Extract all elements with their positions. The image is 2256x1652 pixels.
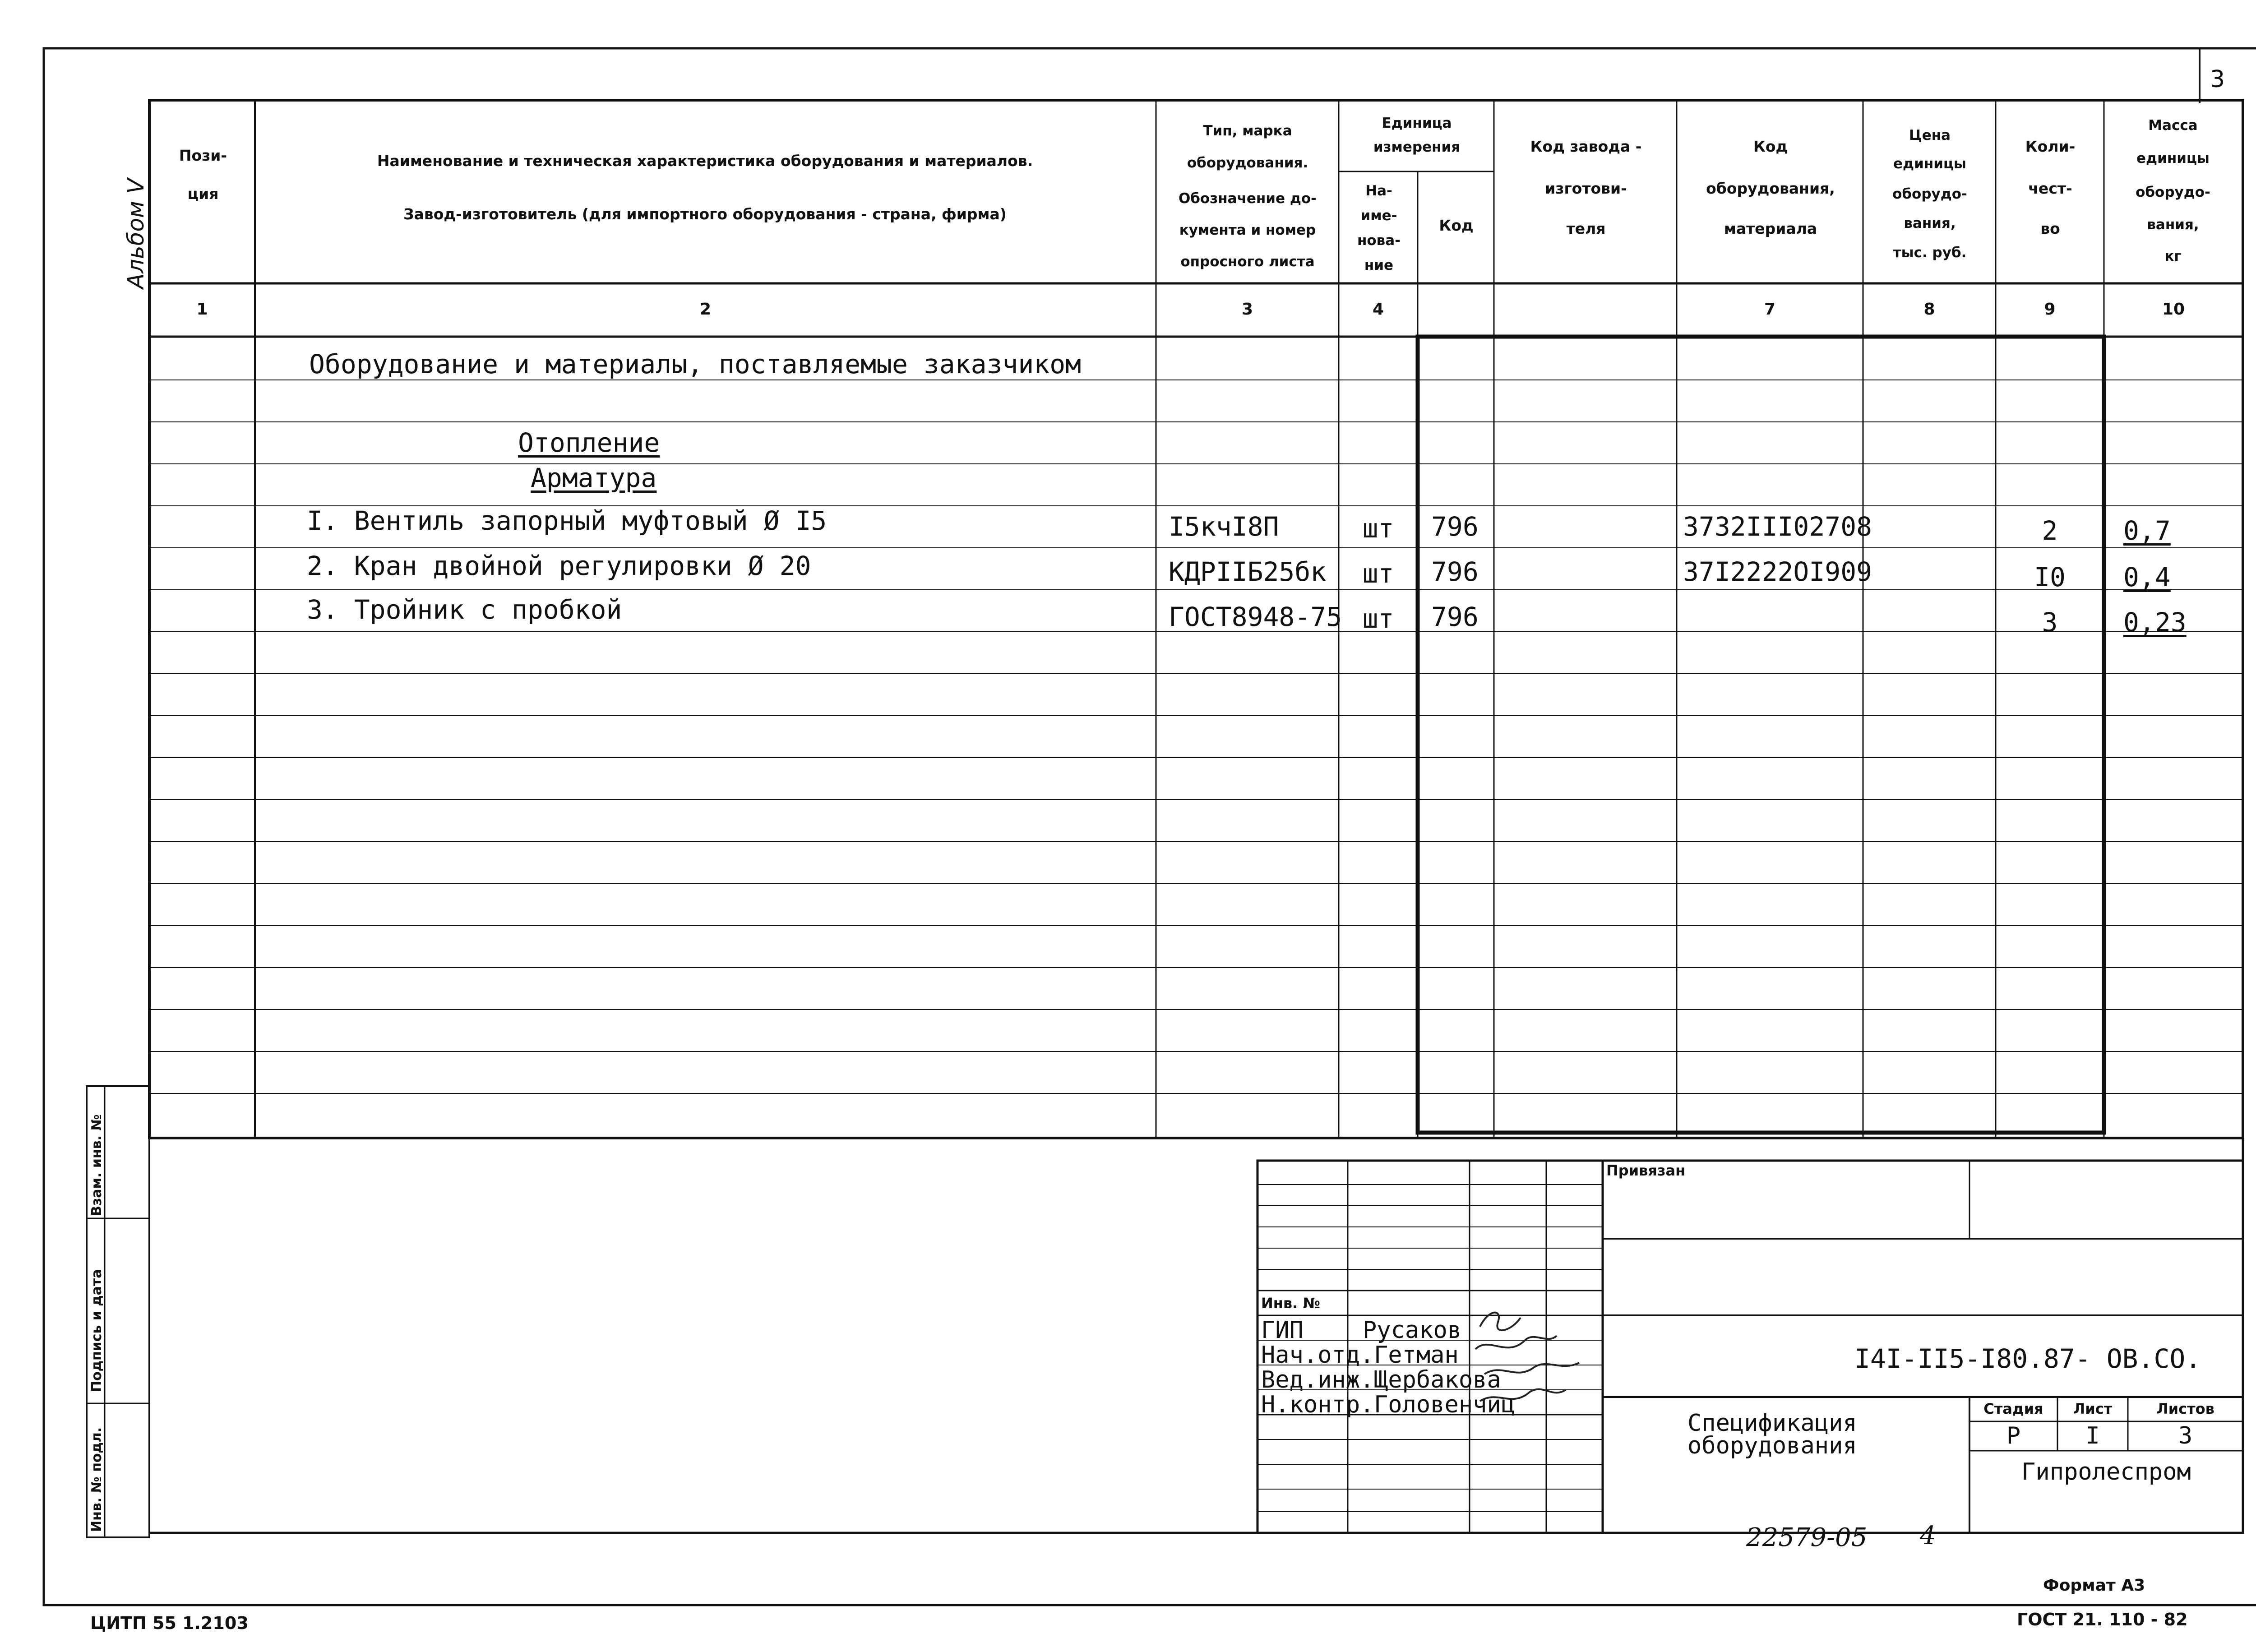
side-label-replacement: Взам. инв. № (89, 1114, 105, 1216)
document-title-line2: оборудования (1687, 1432, 1857, 1459)
page-number: 3 (2210, 66, 2225, 93)
sheet-label: Лист (2073, 1400, 2113, 1417)
sheets-label: Листов (2156, 1400, 2214, 1417)
footer-right: ГОСТ 21. 110 - 82 (2017, 1610, 2188, 1629)
section-title: Оборудование и материалы, поставляемые заказчиком (309, 349, 1082, 379)
organization-name: Гипролеспром (2021, 1458, 2191, 1485)
stage-label: Стадия (1983, 1400, 2043, 1417)
section-fittings: Арматура (531, 463, 657, 493)
document-title-line1: Спецификация (1687, 1410, 1857, 1437)
privyazan-label: Привязан (1606, 1162, 1686, 1179)
archive-number: 22579-05 (1746, 1523, 1868, 1552)
footer-left: ЦИТП 55 1.2103 (90, 1613, 249, 1633)
signatures (1471, 1300, 1588, 1421)
document-designation: I4I-II5-I80.87- ОВ.СО. (1854, 1343, 2201, 1374)
archive-suffix: 4 (1920, 1521, 1936, 1550)
side-label-inventory: Инв. № подл. (89, 1427, 105, 1532)
section-heating: Отопление (518, 427, 660, 458)
side-label-signature: Подпись и дата (89, 1269, 105, 1392)
sheet-value: I (2085, 1422, 2100, 1449)
specification-sheet: 3 Альбом V Пози- ция Наименование и техническая характеристика оборудования и материалов. Завод-изготовитель (для импортного оборудования - страна, фирма) Тип, марка оборудования. Обозначение до- кумента и номер опросного листа Единица измерения На- име- нова- ние Код Код завода - изготови- теля Код оборудования, материала Цена единицы оборудо- вания, тыс. руб. Коли- чест- во Масса единицы оборудо- вания, кг 1 2 3 4 7 8 9 10 Оборудование и материалы, поставляемые заказчиком Отопление Арматура I. Вентиль запорный муфтовый Ø I5 I5кчI8П шт 796 3732III02708 2 0,7 2. Кран двойной регулировки Ø 20 КДРIIБ25бк шт 796 37I2222OI909 I0 0,4 3. Тройник с пробкой ГОСТ8948-75 шт 796 3 0,23 Взам. инв. № Подпись и дата Инв. № подл. Привязан Инв. № ГИП Русаков Нач.отд. Гетман Вед.инж. Щербакова Н.контр. Головенчиц I4I-II5-I80.87- ОВ.СО. Спецификация оборудования Стадия Лист Листов Р I 3 Гипролеспром 22579-05 4 Формат А3 ЦИТП 55 1.2103 ГОСТ 21. 110 - 82 (0, 0, 2256, 1652)
album-label: Альбом V (123, 178, 149, 289)
inv-number-label: Инв. № (1261, 1295, 1320, 1312)
format-label: Формат А3 (2043, 1576, 2145, 1595)
sheets-value: 3 (2178, 1422, 2193, 1449)
stage-value: Р (2006, 1422, 2021, 1449)
